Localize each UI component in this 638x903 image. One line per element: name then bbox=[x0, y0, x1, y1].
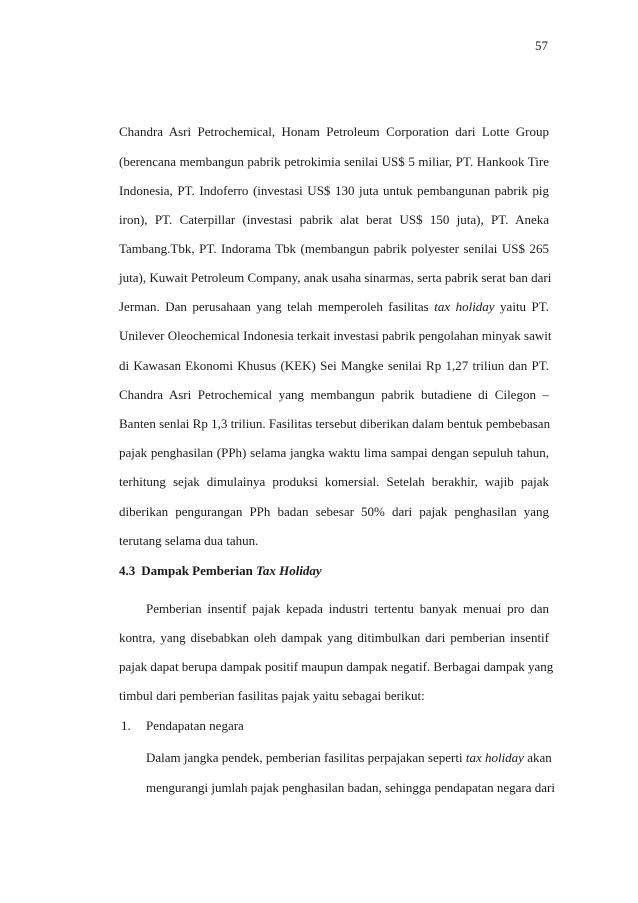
paragraph1-line-13: terhitung sejak dimulainya produksi komersial. Setelah berakhir, wajib pajak bbox=[119, 474, 549, 489]
paragraph2-line-2: kontra, yang disebabkan oleh dampak yang ditimbulkan dari pemberian insentif bbox=[119, 630, 549, 645]
section-heading bbox=[119, 563, 322, 579]
paragraph1-line-10: Chandra Asri Petrochemical yang membangun pabrik butadiene di Cilegon – bbox=[119, 387, 549, 402]
list-item-label: Pendapatan negara bbox=[146, 718, 244, 733]
paragraph1-line-12: pajak penghasilan (PPh) selama jangka waktu lima sampai dengan sepuluh tahun, bbox=[119, 445, 549, 460]
paragraph1-line-4: iron), PT. Caterpillar (investasi pabrik alat berat US$ 150 juta), PT. Aneka bbox=[119, 212, 549, 227]
term-tax-holiday: tax holiday bbox=[434, 299, 495, 314]
page-number: 57 bbox=[535, 38, 548, 53]
paragraph1-line-5: Tambang.Tbk, PT. Indorama Tbk (membangun pabrik polyester senilai US$ 265 bbox=[119, 241, 549, 256]
paragraph1-line-7: Jerman. Dan perusahaan yang telah memperoleh fasilitas tax holiday yaitu PT. bbox=[119, 299, 549, 314]
paragraph1-line-11: Banten senlai Rp 1,3 triliun. Fasilitas tersebut diberikan dalam bentuk pembebasan bbox=[119, 416, 551, 431]
term-tax-holiday-2: tax holiday bbox=[465, 750, 524, 765]
paragraph1-line-2: (berencana membangun pabrik petrokimia senilai US$ 5 miliar, PT. Hankook Tire bbox=[119, 154, 549, 169]
paragraph1-line-14: diberikan pengurangan PPh badan sebesar 50% dari pajak penghasilan yang bbox=[119, 504, 549, 519]
paragraph1-line-9: di Kawasan Ekonomi Khusus (KEK) Sei Mangke senilai Rp 1,27 triliun dan PT. bbox=[119, 358, 549, 373]
list-line-1: Dalam jangka pendek, pemberian fasilitas perpajakan seperti tax holiday akan bbox=[146, 750, 552, 765]
paragraph2-line-1: Pemberian insentif pajak kepada industri tertentu banyak menuai pro dan bbox=[146, 601, 549, 616]
section-number: 4.3 bbox=[119, 563, 136, 578]
paragraph1-line-15: terutang selama dua tahun. bbox=[119, 533, 259, 548]
paragraph1-line-6: juta), Kuwait Petroleum Company, anak usaha sinarmas, serta pabrik serat ban dari bbox=[119, 270, 552, 285]
list-line-2: mengurangi jumlah pajak penghasilan badan, sehingga pendapatan negara dari bbox=[146, 780, 555, 795]
paragraph1-line-8: Unilever Oleochemical Indonesia terkait investasi pabrik pengolahan minyak sawit bbox=[119, 328, 552, 343]
section-title: Dampak Pemberian Tax Holiday bbox=[141, 563, 322, 578]
list-item-number: 1. bbox=[121, 718, 131, 733]
paragraph2-line-3: pajak dapat berupa dampak positif maupun dampak negatif. Berbagai dampak yang bbox=[119, 659, 554, 674]
paragraph2-line-4: timbul dari pemberian fasilitas pajak yaitu sebagai berikut: bbox=[119, 688, 425, 703]
paragraph1-line-3: Indonesia, PT. Indoferro (investasi US$ 130 juta untuk pembangunan pabrik pig bbox=[119, 183, 549, 198]
paragraph1-line-1: Chandra Asri Petrochemical, Honam Petroleum Corporation dari Lotte Group bbox=[119, 124, 549, 139]
